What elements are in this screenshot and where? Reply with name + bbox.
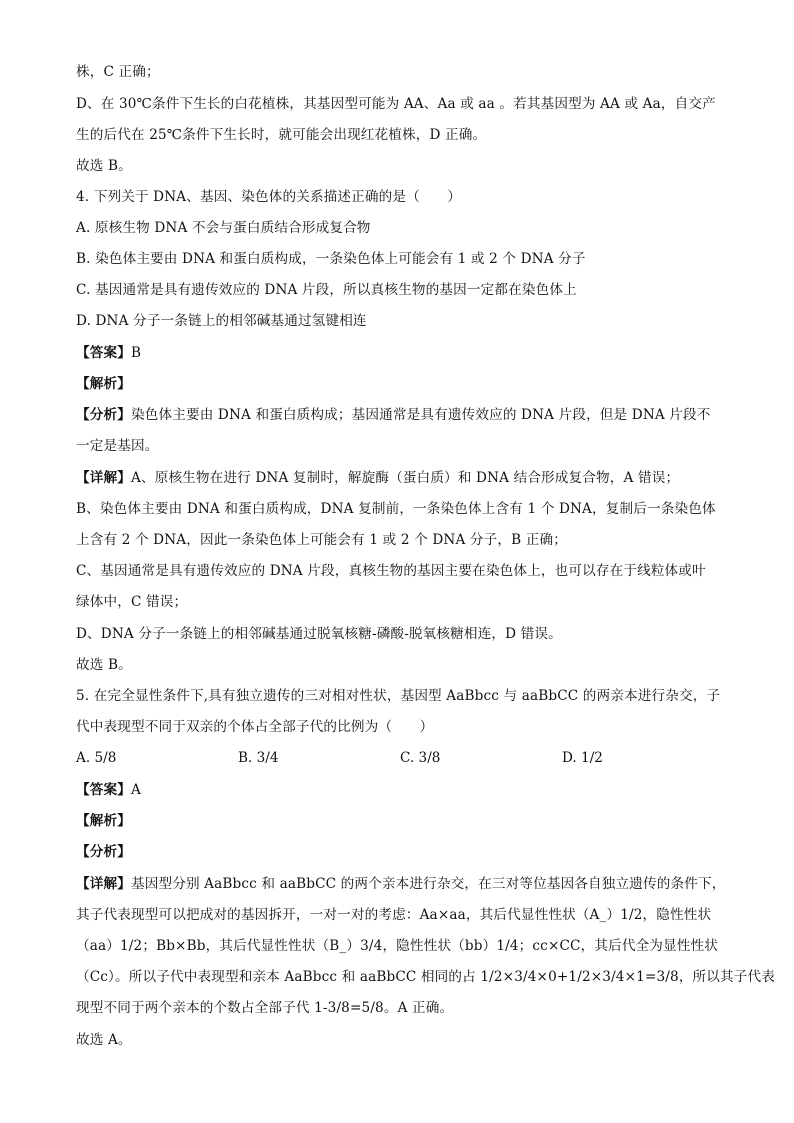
text-line: 现型不同于两个亲本的个数占全部子代 1-3/8=5/8。A 正确。	[76, 1000, 454, 1016]
answer-line: 【答案】A	[76, 782, 141, 798]
question-5-stem: 5. 在完全显性条件下,具有独立遗传的三对相对性状，基因型 AaBbcc 与 aaBbCC 的两亲本进行杂交，子	[76, 688, 721, 704]
analysis-tag: 【解析】	[76, 813, 131, 829]
question-5-option-b: B. 3/4	[238, 750, 279, 766]
analysis-heading	[76, 811, 131, 831]
detail-line: 【详解】A、原核生物在进行 DNA 复制时，解旋酶（蛋白质）和 DNA 结合形成复合物，A 错误；	[76, 470, 680, 486]
text-line: 故选 B。	[76, 158, 132, 174]
analysis-heading	[76, 374, 131, 394]
text-line: D、DNA 分子一条链上的相邻碱基通过脱氧核糖-磷酸-脱氧核糖相连，D 错误。	[76, 626, 562, 642]
fenxi-tag: 【分析】	[76, 844, 131, 860]
answer-line: 【答案】B	[76, 345, 142, 361]
question-4-option-c: C. 基因通常是具有遗传效应的 DNA 片段，所以真核生物的基因一定都在染色体上	[76, 282, 577, 298]
question-4-option-a: A. 原核生物 DNA 不会与蛋白质结合形成复合物	[76, 220, 371, 236]
text-line: 其子代表现型可以把成对的基因拆开，一对一对的考虑：Aa×aa，其后代显性性状（A_）1/2，隐性性状	[76, 907, 712, 923]
text-line: 一定是基因。	[76, 438, 159, 454]
question-4-option-b: B. 染色体主要由 DNA 和蛋白质构成，一条染色体上可能会有 1 或 2 个 DNA 分子	[76, 251, 586, 267]
question-4-stem: 4. 下列关于 DNA、基因、染色体的关系描述正确的是（ ）	[76, 189, 462, 205]
text-line: 生的后代在 25℃条件下生长时，就可能会出现红花植株，D 正确。	[76, 127, 487, 143]
text-line: C、基因通常是具有遗传效应的 DNA 片段，真核生物的基因主要在染色体上，也可以存在于线粒体或叶	[76, 563, 706, 579]
answer-tag: 【答案】	[76, 345, 131, 361]
text-line: 故选 A。	[76, 1032, 132, 1048]
fenxi-heading	[76, 842, 131, 862]
detail-tag: 【详解】	[76, 470, 131, 486]
question-5-option-d: D. 1/2	[562, 750, 603, 766]
text-line: （Cc）。所以子代中表现型和亲本 AaBbcc 和 aaBbCC 相同的占 1/2×3/4×0+1/2×3/4×1=3/8，所以其子代表	[76, 969, 776, 985]
detail-tag: 【详解】	[76, 876, 131, 892]
text-line: D、在 30℃条件下生长的白花植株，其基因型可能为 AA、Aa 或 aa 。若其基因型为 AA 或 Aa，自交产	[76, 96, 716, 112]
detail-line: 【详解】基因型分别 AaBbcc 和 aaBbCC 的两个亲本进行杂交，在三对等位基因各自独立遗传的条件下，	[76, 876, 726, 892]
text-line: 株，C 正确；	[76, 64, 160, 80]
text-line: 绿体中，C 错误；	[76, 594, 188, 610]
question-5-option-a: A. 5/8	[76, 750, 117, 766]
question-4-option-d: D. DNA 分子一条链上的相邻碱基通过氢键相连	[76, 313, 367, 329]
text-line: 故选 B。	[76, 657, 132, 673]
question-5-option-c: C. 3/8	[400, 750, 441, 766]
text-line: B、染色体主要由 DNA 和蛋白质构成，DNA 复制前，一条染色体上含有 1 个 DNA，复制后一条染色体	[76, 501, 716, 517]
answer-tag: 【答案】	[76, 782, 131, 798]
analysis-line: 【分析】染色体主要由 DNA 和蛋白质构成；基因通常是具有遗传效应的 DNA 片段，但是 DNA 片段不	[76, 407, 711, 423]
fenxi-tag: 【分析】	[76, 407, 131, 423]
text-line: 上含有 2 个 DNA，因此一条染色体上可能会有 1 或 2 个 DNA 分子，B 正确；	[76, 532, 567, 548]
analysis-tag: 【解析】	[76, 376, 131, 392]
question-5-stem-cont: 代中表现型不同于双亲的个体占全部子代的比例为（ ）	[76, 719, 434, 735]
text-line: （aa）1/2；Bb×Bb，其后代显性性状（B_）3/4，隐性性状（bb）1/4；cc×CC，其后代全为显性性状	[76, 938, 719, 954]
